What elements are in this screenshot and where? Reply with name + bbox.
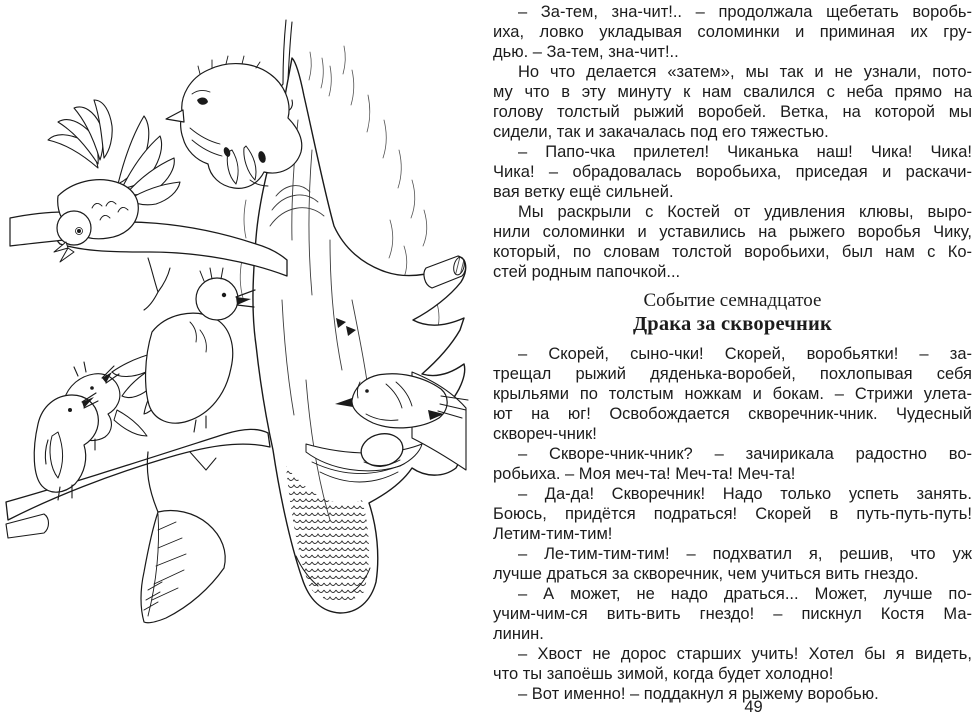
text-line: вая ветку ещё сильней. <box>493 183 674 201</box>
page-number: 49 <box>744 698 763 716</box>
text-line: – Скорей, сыно-чки! Скорей, воробьятки! – за- <box>518 345 972 363</box>
text-line: Летим-тим-тим! <box>493 525 613 543</box>
paragraph <box>493 644 972 684</box>
text-line: нили соломинки и уставились на рыжего воробья Чику, <box>493 223 972 241</box>
text-line: который, по словам толстой воробьихи, был нам с Ко- <box>493 243 972 261</box>
paragraph <box>493 202 972 282</box>
text-line: Но что делается «затем», мы так и не узнали, пото- <box>518 63 972 81</box>
upper-branch <box>10 212 287 310</box>
text-line: иха, ловко укладывая соломинки и приминая их гру- <box>493 23 972 41</box>
paragraph <box>493 584 972 644</box>
paragraph <box>493 484 972 544</box>
paragraph <box>493 344 972 444</box>
text-line: му что в эту минуту к нам свалился с неба прямо на <box>493 83 972 101</box>
text-line: – Папо-чка прилетел! Чиканька наш! Чика! Чика! <box>518 143 972 161</box>
text-line: – Скворе-чник-чник? – зачирикала радостно во- <box>518 445 972 463</box>
text-line: сквореч-чник! <box>493 425 597 443</box>
text-line: Боюсь, придётся подраться! Скорей в путь-путь-путь! <box>493 505 972 523</box>
text-line: – За-тем, зна-чит!.. – продолжала щебетать воробь- <box>518 3 972 21</box>
paragraph <box>493 444 972 484</box>
paragraph <box>493 142 972 202</box>
text-column <box>493 2 972 704</box>
text-line: – Хвост не дорос старших учить! Хотел бы я видеть, <box>518 645 972 663</box>
text-line: лучше драться за скворечник, чем учиться вить гнездо. <box>493 565 919 583</box>
text-line: ют на юг! Освобождается скворечник-чник. Чудесный <box>493 405 972 423</box>
text-line: Чика! – обрадовалась воробьиха, приседая и раскачи- <box>493 163 972 181</box>
chapter-title: Драка за скворечник <box>632 313 833 335</box>
text-line: сидели, так и закачалась под его тяжестью. <box>493 123 829 141</box>
paragraph <box>493 62 972 142</box>
bird-middle-chirping <box>112 268 255 432</box>
paragraph <box>493 2 972 62</box>
text-line: что ты запоёшь зимой, когда будет холодно! <box>493 665 834 683</box>
text-line: – Ле-тим-тим-тим! – подхватил я, решив, что уж <box>518 545 972 563</box>
bird-top-center <box>166 56 302 188</box>
text-line: – Да-да! Скворечник! Надо только успеть занять. <box>518 485 972 503</box>
text-line: линин. <box>493 625 544 643</box>
text-line: дью. – За-тем, зна-чит!.. <box>493 43 679 61</box>
text-line: – А может, не надо драться... Может, лучше по- <box>518 585 972 603</box>
text-line: Мы раскрыли с Костей от удивления клювы, выро- <box>518 203 972 221</box>
text-line: стей родным папочкой... <box>493 263 681 281</box>
paragraph <box>493 544 972 584</box>
text-line: робьиха. – Моя меч-та! Меч-та! Меч-та! <box>493 465 796 483</box>
text-line: голову толстый рыжий воробей. Ветка, на которой мы <box>493 103 972 121</box>
sparrows-on-tree-ink-drawing <box>0 14 484 648</box>
text-line: трещал рыжий дяденька-воробей, похлопывая себя <box>493 365 972 383</box>
text-line: – Вот именно! – поддакнул я рыжему воробью. <box>518 685 879 703</box>
text-line: крыльями по толстым ножкам и бокам. – Стрижи улета- <box>493 385 972 403</box>
chapter-kicker: Событие семнадцатое <box>643 290 822 311</box>
text-line: учим-чим-ся вить-вить гнездо! – пискнул Костя Ма- <box>493 605 972 623</box>
leaf <box>141 452 225 623</box>
